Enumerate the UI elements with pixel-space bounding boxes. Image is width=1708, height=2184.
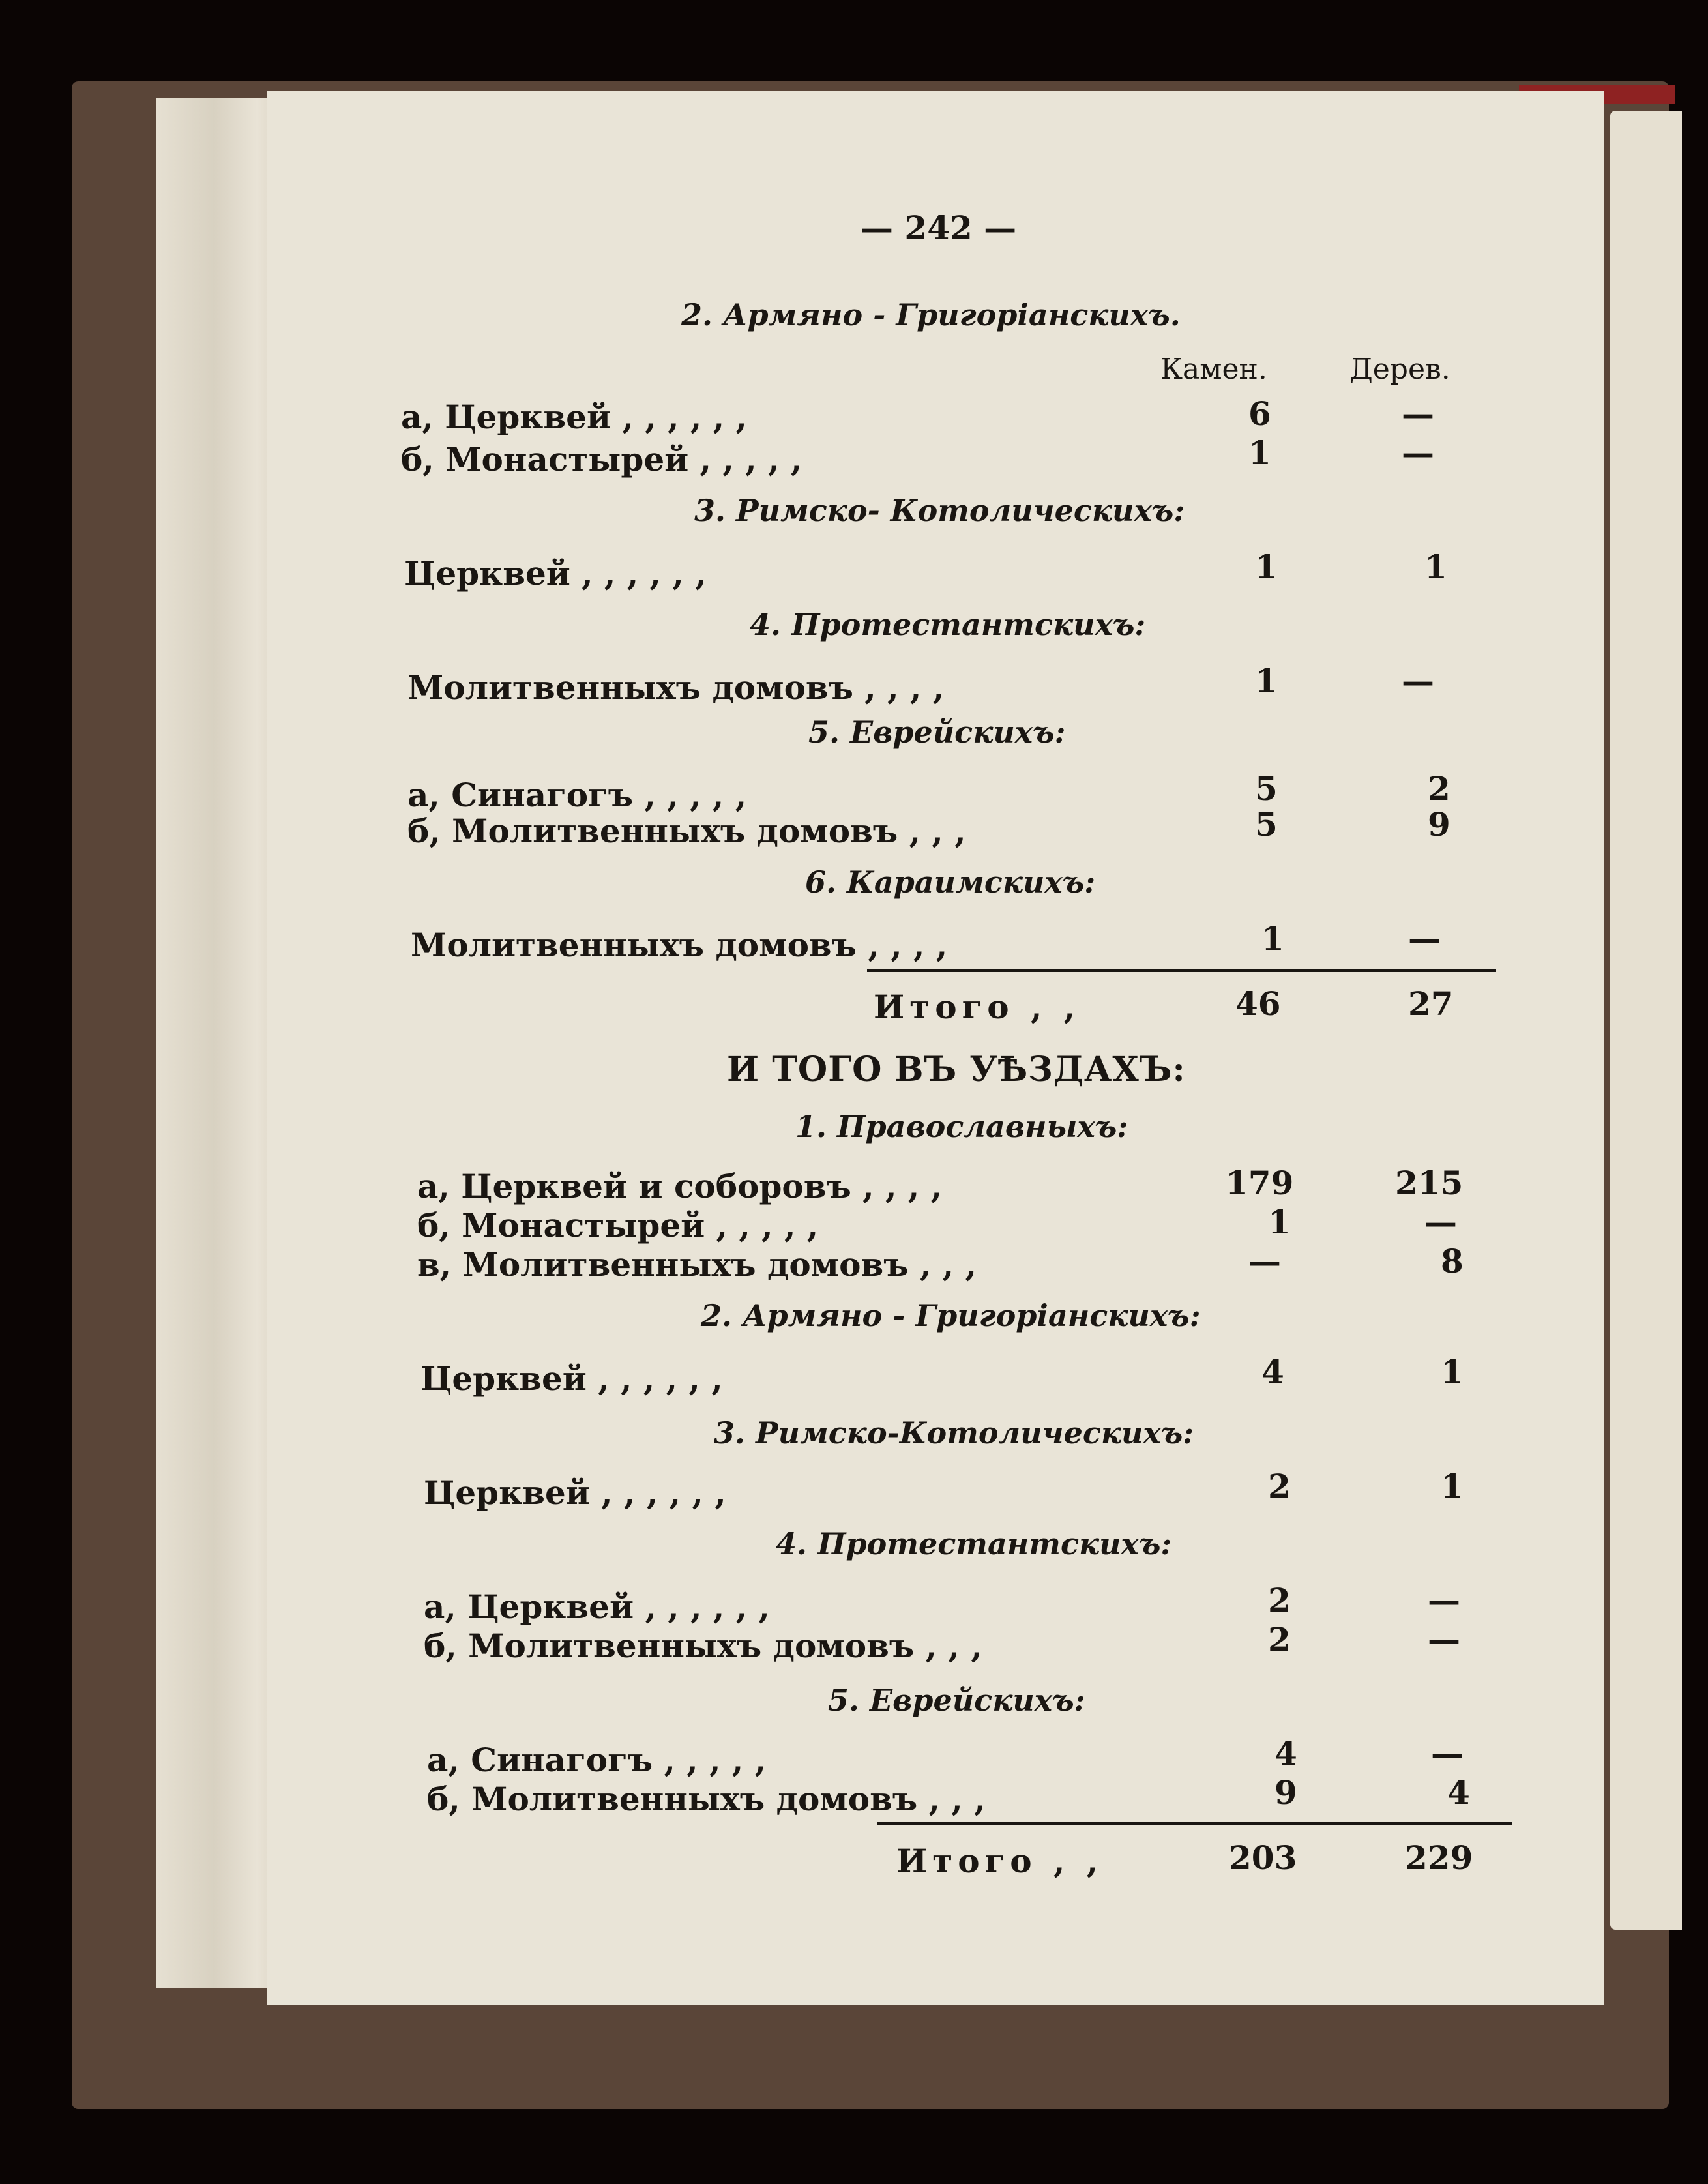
stone-count: 1	[1248, 434, 1271, 472]
stone-count: 2	[1268, 1581, 1291, 1619]
wood-count: 1	[1441, 1353, 1464, 1391]
stone-count: 5	[1255, 769, 1278, 808]
section-title: 3. Римско-Котолическихъ:	[714, 1415, 1194, 1451]
row-label: б, Молитвенныхъ домовъ , , ,	[407, 812, 966, 850]
section-title: 4. Протестантскихъ:	[750, 607, 1146, 642]
wood-count: —	[1402, 394, 1434, 433]
row-label: Церквей , , , , , ,	[424, 1473, 726, 1512]
stone-count: 179	[1226, 1164, 1294, 1202]
total-wood: 229	[1405, 1838, 1473, 1877]
row-label: б, Молитвенныхъ домовъ , , ,	[424, 1627, 982, 1665]
row-label: а, Церквей , , , , , ,	[424, 1587, 770, 1626]
total-rule	[877, 1822, 1512, 1825]
stone-count: 1	[1261, 919, 1284, 958]
section-title: 5. Еврейскихъ:	[828, 1683, 1085, 1718]
section-title: 1. Православныхъ:	[795, 1109, 1128, 1144]
row-label: Церквей , , , , , ,	[420, 1359, 723, 1398]
row-label: а, Церквей и соборовъ , , , ,	[417, 1167, 943, 1205]
wood-count: 2	[1428, 769, 1450, 808]
row-label: Молитвенныхъ домовъ , , , ,	[407, 668, 945, 707]
wood-count: 1	[1441, 1467, 1464, 1505]
stone-count: 1	[1268, 1203, 1291, 1241]
row-label: Церквей , , , , , ,	[404, 554, 707, 593]
stone-count: —	[1248, 1242, 1281, 1280]
total-label: Итого , ,	[874, 988, 1081, 1026]
wood-count: —	[1424, 1203, 1457, 1241]
stone-count: 6	[1248, 394, 1271, 433]
stone-count: 2	[1268, 1620, 1291, 1659]
stone-count: 4	[1261, 1353, 1284, 1391]
summary-title: И ТОГО ВЪ УѢЗДАХЪ:	[727, 1050, 1186, 1089]
section-title: 3. Римско- Котолическихъ:	[694, 493, 1185, 528]
total-stone: 203	[1229, 1838, 1297, 1877]
section-title: 6. Караимскихъ:	[805, 864, 1096, 900]
total-stone: 46	[1235, 984, 1281, 1023]
wood-count: 8	[1441, 1242, 1464, 1280]
row-label: б, Молитвенныхъ домовъ , , ,	[427, 1780, 986, 1818]
row-label: а, Церквей , , , , , ,	[401, 398, 747, 436]
wood-count: —	[1431, 1734, 1464, 1773]
section-title: 4. Протестантскихъ:	[776, 1526, 1172, 1561]
total-wood: 27	[1408, 984, 1454, 1023]
page-number: — 242 —	[861, 209, 1017, 247]
stone-count: 2	[1268, 1467, 1291, 1505]
stone-count: 4	[1274, 1734, 1297, 1773]
row-label: а, Синагогъ , , , , ,	[407, 776, 747, 814]
wood-count: —	[1408, 919, 1441, 958]
wood-count: 215	[1395, 1164, 1464, 1202]
column-header-wood: Дерев.	[1349, 353, 1450, 386]
row-label: б, Монастырей , , , , ,	[417, 1206, 819, 1245]
facing-page	[1610, 111, 1682, 1930]
wood-count: —	[1428, 1620, 1460, 1659]
stone-count: 1	[1255, 548, 1278, 586]
wood-count: 1	[1424, 548, 1447, 586]
wood-count: 4	[1447, 1773, 1470, 1812]
stone-count: 5	[1255, 805, 1278, 844]
total-rule	[867, 969, 1496, 972]
section-title: 2. Армяно - Григоріанскихъ:	[701, 1298, 1201, 1333]
total-label: Итого , ,	[896, 1842, 1104, 1880]
stone-count: 1	[1255, 662, 1278, 700]
section-title: 5. Еврейскихъ:	[808, 715, 1066, 750]
row-label: Молитвенныхъ домовъ , , , ,	[411, 926, 948, 964]
row-label: а, Синагогъ , , , , ,	[427, 1741, 767, 1779]
row-label: в, Молитвенныхъ домовъ , , ,	[417, 1245, 977, 1284]
wood-count: —	[1402, 434, 1434, 472]
wood-count: 9	[1428, 805, 1450, 844]
section-title: 2. Армяно - Григоріанскихъ.	[681, 297, 1181, 332]
stone-count: 9	[1274, 1773, 1297, 1812]
wood-count: —	[1428, 1581, 1460, 1619]
wood-count: —	[1402, 662, 1434, 700]
column-header-stone: Камен.	[1160, 353, 1267, 386]
row-label: б, Монастырей , , , , ,	[401, 440, 802, 479]
